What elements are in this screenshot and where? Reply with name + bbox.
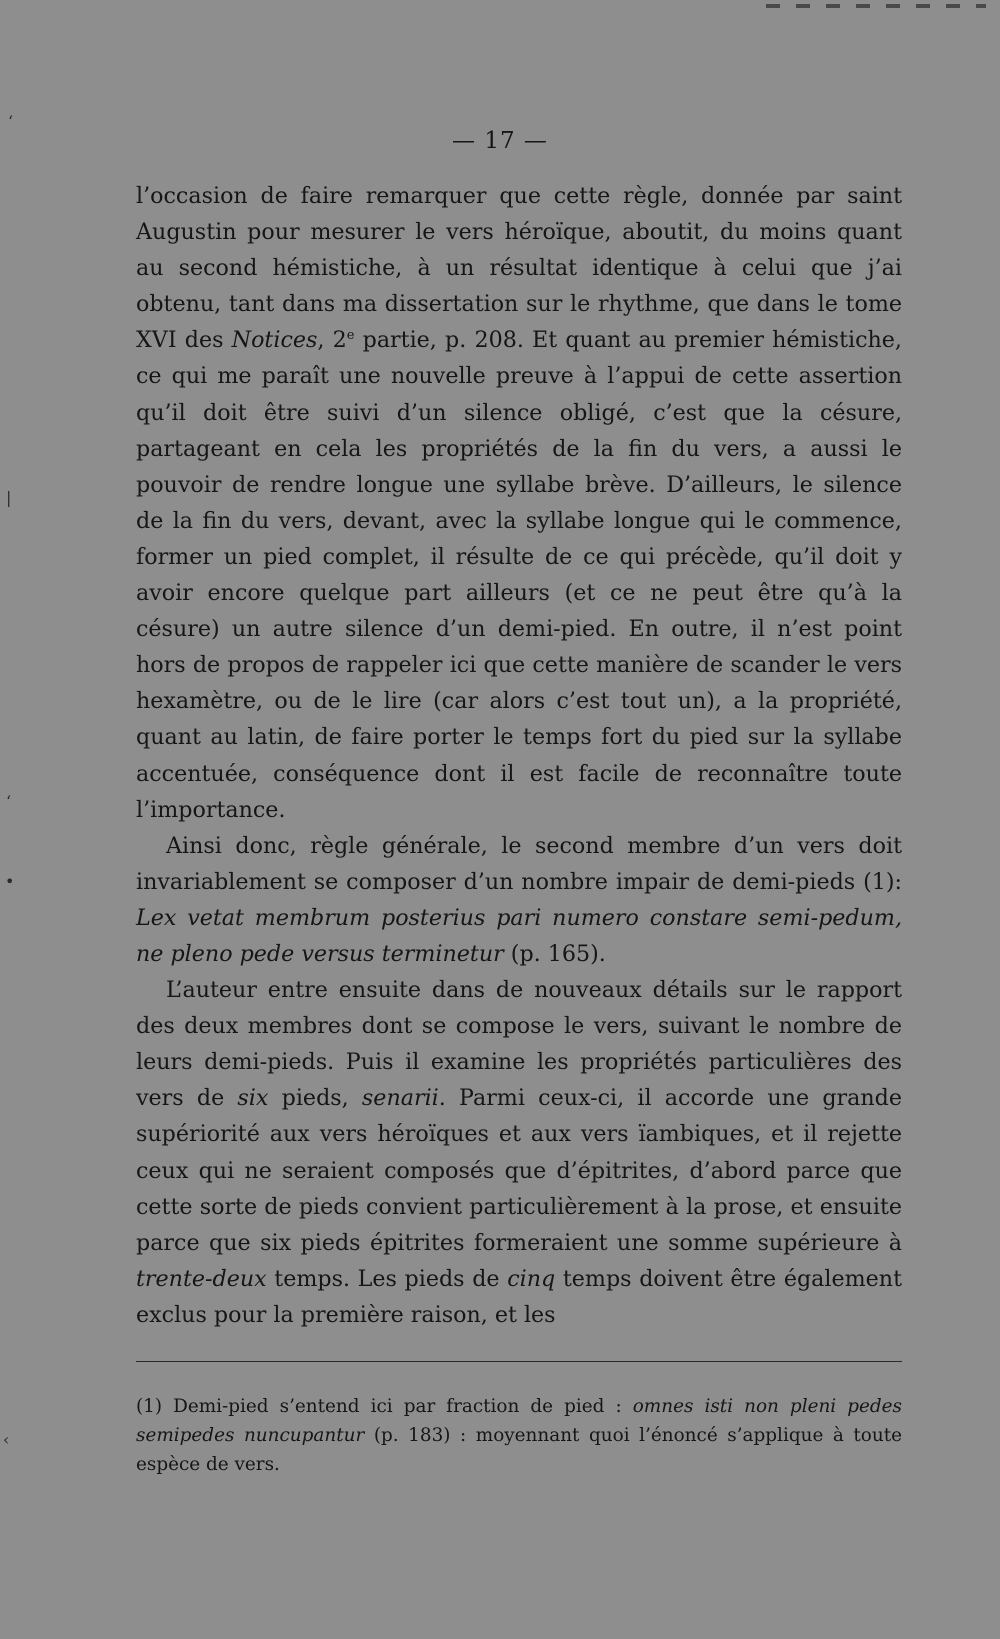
- italic-word: trente-deux: [136, 1265, 267, 1292]
- text-line: Augustin pour mesurer le vers héroïque, aboutit, du moins quant: [136, 219, 902, 246]
- text-run: . Parmi ceux-ci, il accorde une grande supériorité aux vers héroïques et aux vers ïambiques, et il rejette ceux qui ne seraient composés que d’épitrites, d’abord parce que cette sorte de pieds convient particulièrement à la prose, et ensuite parce que six pieds épitrites formeraient une somme supérieure à: [136, 1085, 902, 1256]
- footnote-1: [136, 1392, 902, 1479]
- text-line: l’occasion de faire remarquer que cette règle, donnée par saint: [136, 183, 902, 209]
- text-run: (p. 165).: [503, 940, 606, 967]
- scan-edge-dashes: [766, 4, 986, 8]
- text-line: obtenu, tant dans ma dissertation sur le rhythme, que dans le: [136, 291, 838, 318]
- margin-mark: |: [6, 488, 12, 507]
- margin-mark: •: [5, 872, 15, 891]
- text-run: Ainsi donc, règle générale, le second membre d’un vers doit invariablement se composer d’un nombre impair de demi-pieds (1):: [136, 832, 902, 895]
- text-line: au second hémistiche, à un résultat identique à celui que j’ai: [136, 255, 902, 282]
- paragraph-l-auteur: [136, 972, 902, 1333]
- text-run: L’auteur entre ensuite dans de nouveaux détails sur le rapport des deux membres dont se compose le vers, suivant le nombre de leurs demi-pieds. Puis il examine les propriétés particulières des vers de: [136, 977, 902, 1112]
- footnote-divider: [136, 1361, 902, 1362]
- paragraph-continued: [136, 178, 902, 828]
- italic-title: Notices: [231, 327, 318, 354]
- text-run: pieds,: [268, 1085, 362, 1112]
- text-run: , 2: [317, 327, 347, 354]
- latin-quote: omnes isti non pleni pedes semipedes nuncupantur: [136, 1396, 902, 1446]
- text-run: temps. Les pieds de: [266, 1265, 508, 1292]
- margin-mark: ‹: [3, 1430, 10, 1449]
- italic-word: senarii: [361, 1085, 439, 1112]
- italic-word: cinq: [507, 1265, 556, 1292]
- margin-mark: ʻ: [8, 112, 14, 131]
- body-text: [136, 178, 902, 1333]
- margin-mark: ʻ: [6, 792, 12, 811]
- superscript: e: [346, 328, 355, 344]
- text-run: partie, p. 208. Et quant au premier hémistiche, ce qui me paraît une nouvelle preuve à l’appui de cette assertion qu’il doit être suivi d’un silence obligé, c’est que la césure, partageant en cela les propriétés de la fin du vers, a aussi le pouvoir de rendre longue une syllabe brève. D’ailleurs, le silence de la fin du vers, devant, avec la syllabe longue qui le commence, former un pied complet, il résulte de ce qui précède, qu’il doit y avoir encore quelque part ailleurs (et ce ne peut être qu’à la césure) un autre silence d’un demi-pied. En outre, il n’est point hors de propos de rappeler ici que cette manière de scander le vers hexamètre, ou de le lire (car alors c’est tout un), a la propriété, quant au latin, de faire porter le temps fort du pied sur la syllabe accentuée, conséquence dont il est facile de reconnaître toute l’importance.: [136, 327, 902, 823]
- page-number: — 17 —: [452, 128, 548, 154]
- footnotes: [136, 1392, 902, 1479]
- text-run: temps doivent être également exclus pour la première raison, et les: [136, 1265, 902, 1328]
- paragraph-ainsi-donc: [136, 828, 902, 972]
- text-run: (p. 183) : moyennant quoi l’énoncé s’applique à toute espèce de vers.: [136, 1425, 902, 1475]
- italic-word: six: [237, 1085, 269, 1112]
- text-run: tome XVI des: [136, 291, 902, 354]
- latin-quote: Lex vetat membrum posterius pari numero constare semi-pedum, ne pleno pede versus terminetur: [136, 904, 902, 967]
- text-run: (1) Demi-pied s’entend ici par fraction de pied :: [136, 1396, 633, 1417]
